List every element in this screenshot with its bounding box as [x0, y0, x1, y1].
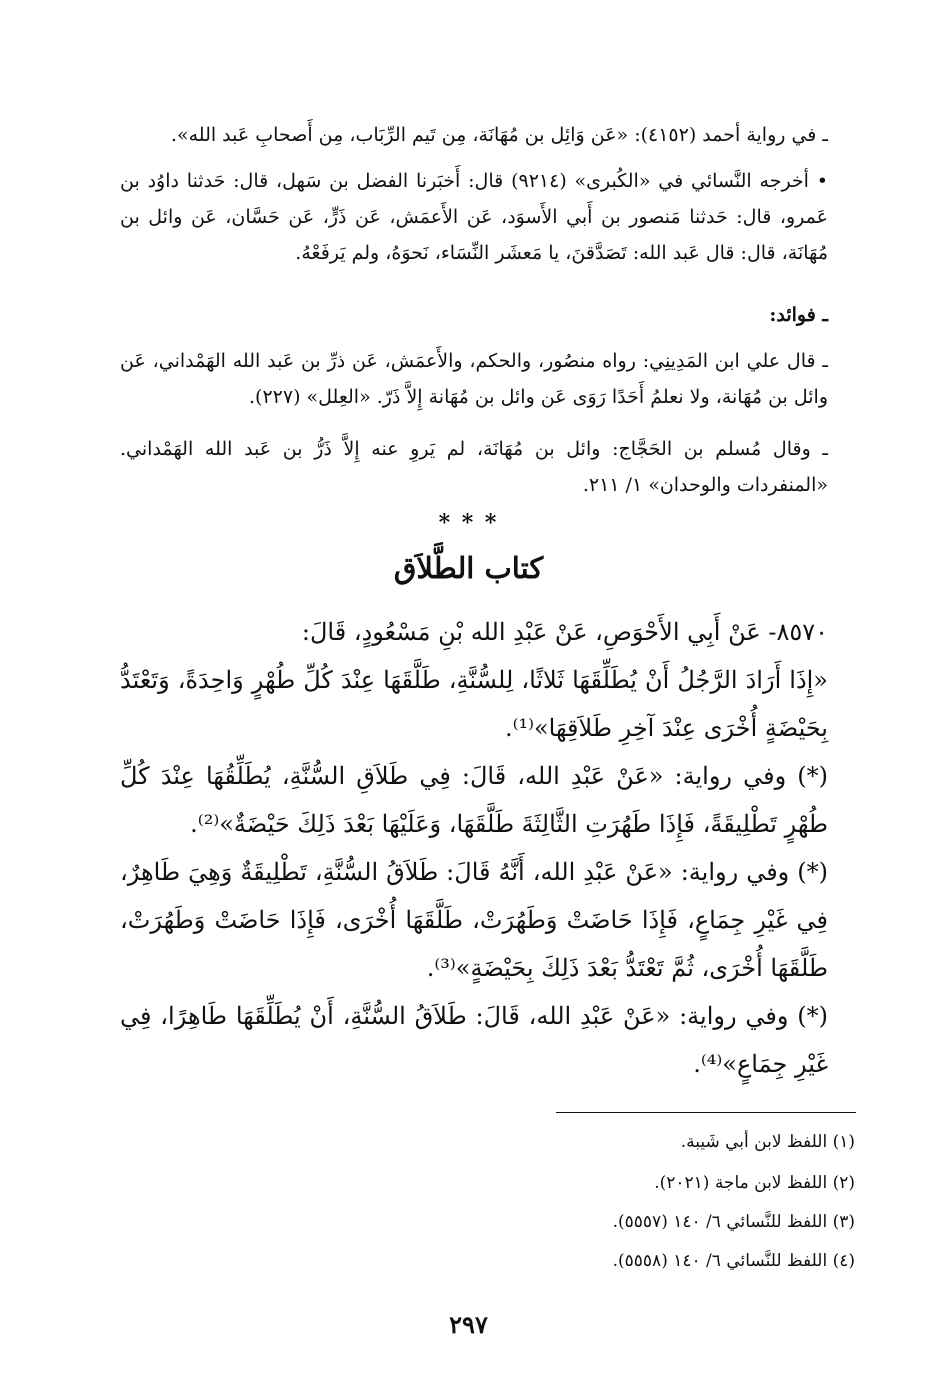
ahmad-narration-note: ـ في رواية أحمد (٤١٥٢): «عَن وَائِل بن مُهَانَة، مِن تَيم الرِّبَاب، مِن أَصحابِ عَبد الله». [170, 124, 828, 146]
footnote-3: (٣) اللفظ للنَّسائي ٦/ ١٤٠ (٥٥٥٧). [612, 1212, 855, 1232]
fawaid-heading: ـ فوائد: [769, 304, 828, 326]
footnote-2: (٢) اللفظ لابن ماجة (٢٠٢١). [654, 1173, 855, 1193]
page-number: ٢٩٧ [449, 1310, 488, 1339]
narration-variant-2: (*) وفي رواية: «عَنْ عَبْدِ الله، أَنَّهُ قَالَ: طَلاَقُ السُّنَّةِ، تَطْلِيقَةٌ وَهِيَ طَاهِرٌ، فِي غَيْرِ جِمَاعٍ، فَإِذَا حَاضَتْ وَطَهُرَتْ، طَلَّقَهَا أُخْرَى، فَإِذَا حَاضَتْ وَطَهُرَتْ، طَلَّقَهَا أُخْرَى، ثُمَّ تَعْتَدُّ بَعْدَ ذَلِكَ بِحَيْضَةٍ»⁽³⁾. [120, 858, 828, 982]
narration-variant-1: (*) وفي رواية: «عَنْ عَبْدِ الله، قَالَ: فِي طَلاَقِ السُّنَّةِ، يُطَلِّقُهَا عِنْدَ كُلِّ طُهْرٍ تَطْلِيقَةً، فَإِذَا طَهُرَتِ الثَّالِثَةَ طَلَّقَهَا، وَعَلَيْهَا بَعْدَ ذَلِكَ حَيْضَةٌ»⁽²⁾. [120, 762, 828, 838]
footnote-4: (٤) اللفظ للنَّسائي ٦/ ١٤٠ (٥٥٥٨). [612, 1251, 855, 1271]
footnote-divider [556, 1112, 856, 1113]
section-separator: * * * [438, 510, 499, 536]
book-title: كتاب الطَّلاَق [393, 551, 544, 585]
nasai-kubra-takhrij: • أخرجه النَّسائي في «الكُبرى» (٩٢١٤) قال: أَخبَرنا الفضل بن سَهل، قال: حَدثنا داوُد بن عَمرو، قال: حَدثنا مَنصور بن أَبي الأَسوَد، عَن الأَعمَش، عَن ذَرٍّ، عَن حَسَّان، عَن وائل بن مُهَانَة، قال: قال عَبد الله: تَصَدَّقنَ، يا مَعشَر النِّسَاء، نَحوَهُ، ولم يَرفَعْهُ. [120, 170, 828, 264]
muslim-hajjaj-note: ـ وقال مُسلم بن الحَجَّاج: وائل بن مُهَانَة، لم يَروِ عنه إِلاَّ ذَرُّ بن عَبد الله الهَمْداني. «المنفردات والوحدان» ١/ ٢١١. [120, 438, 828, 496]
footnote-1: (١) اللفظ لابن أبي شَيبة. [680, 1132, 855, 1152]
hadith-8570-isnad: ٨٥٧٠- عَنْ أَبِي الأَحْوَصِ، عَنْ عَبْدِ الله بْنِ مَسْعُودٍ، قَالَ: [301, 618, 828, 646]
ibn-madini-note: ـ قال علي ابن المَدِينِي: رواه منصُور، والحكم، والأَعمَش، عَن ذرِّ بن عَبد الله الهَمْداني، عَن وائل بن مُهَانة، ولا نعلمُ أَحَدًا رَوَى عَن وائل بن مُهَانة إِلاَّ ذَرّ. «العِلل» (٢٢٧). [120, 350, 828, 408]
hadith-8570-matn: «إِذَا أَرَادَ الرَّجُلُ أَنْ يُطَلِّقَهَا ثَلاثًا، لِلسُّنَّةِ، طَلَّقَهَا عِنْدَ كُلِّ طُهْرٍ وَاحِدَةً، وَتَعْتَدُّ بِحَيْضَةٍ أُخْرَى عِنْدَ آخِرِ طَلاَقِهَا»⁽¹⁾. [120, 666, 828, 742]
narration-variant-3: (*) وفي رواية: «عَنْ عَبْدِ الله، قَالَ: طَلاَقُ السُّنَّةِ، أَنْ يُطَلِّقَهَا طَاهِرًا، فِي غَيْرِ جِمَاعٍ»⁽⁴⁾. [120, 1002, 828, 1078]
